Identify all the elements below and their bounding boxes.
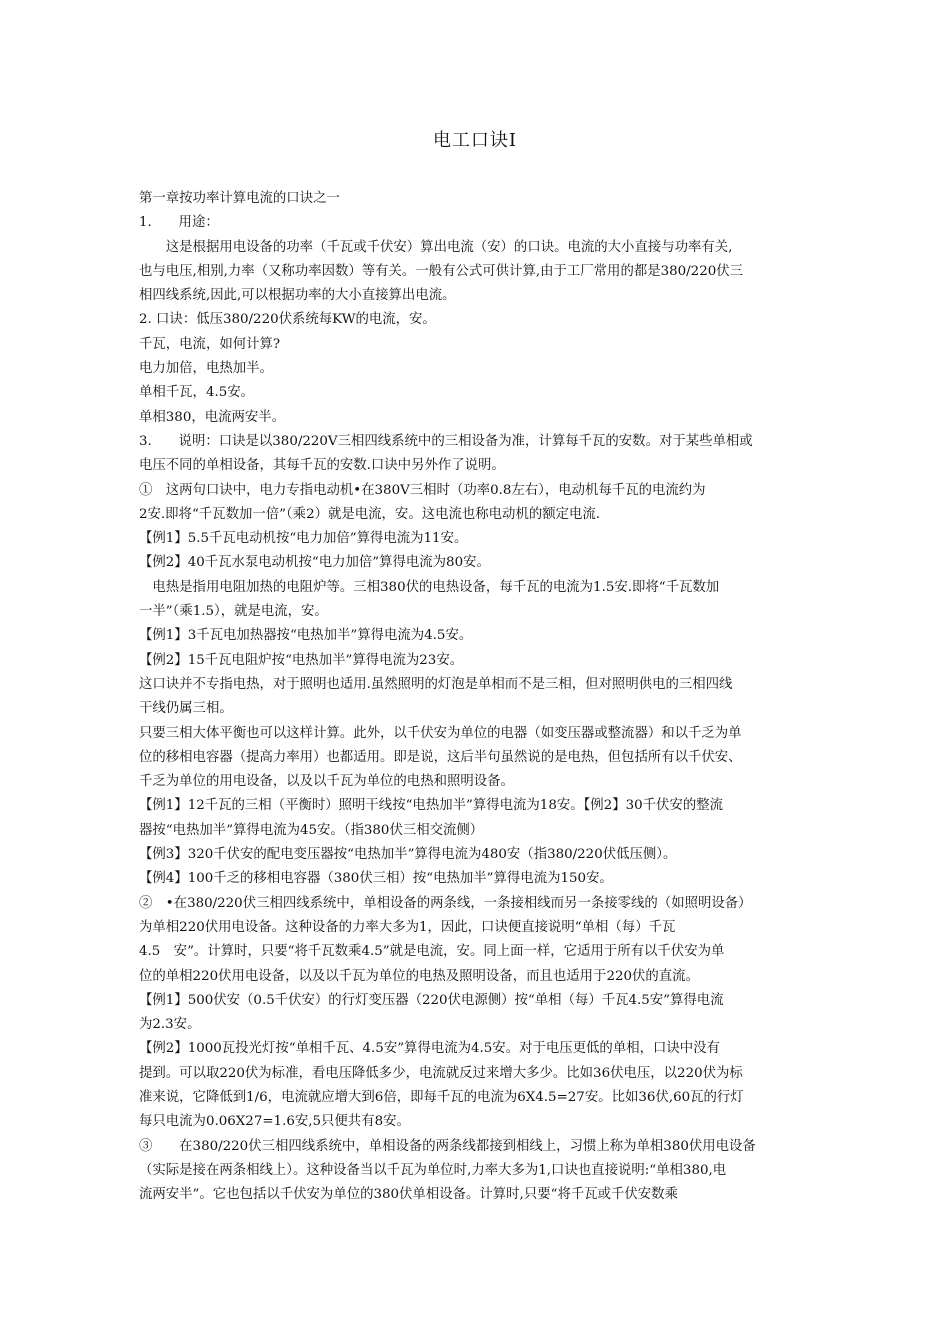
text-line: 2安.即将“千瓦数加一倍”（乘2）就是电流，安。这电流也称电动机的额定电流. xyxy=(139,506,601,522)
text-line: 【例1】500伏安（0.5千伏安）的行灯变压器（220伏电源侧）按“单相（每）千瓦4.5安”算得电流 xyxy=(139,992,724,1008)
text-line: 千瓦，电流，如何计算? xyxy=(139,336,281,352)
text-line: 【例1】12千瓦的三相（平衡时）照明干线按“电热加半”算得电流为18安。【例2】30千伏安的整流 xyxy=(139,798,723,814)
text-line: 电力加倍，电热加半。 xyxy=(139,361,273,377)
text-line: 4.5 安”。计算时，只要“将千瓦数乘4.5”就是电流，安。同上面一样，它适用于所有以千伏安为单 xyxy=(139,944,725,960)
text-line: 1. 用途： xyxy=(139,215,219,231)
text-line: 也与电压,相别,力率（又称功率因数）等有关。一般有公式可供计算,由于工厂常用的都是380/220伏三 xyxy=(139,263,744,279)
text-line: 【例3】320千伏安的配电变压器按“电热加半”算得电流为480安（指380/220伏低压侧）。 xyxy=(139,847,677,863)
text-line: 这口诀并不专指电热，对于照明也适用.虽然照明的灯泡是单相而不是三相，但对照明供电的三相四线 xyxy=(139,676,733,692)
text-line: 每只电流为0.06X27=1.6安,5只便共有8安。 xyxy=(139,1114,410,1130)
text-line: 【例4】100千乏的移相电容器（380伏三相）按“电热加半”算得电流为150安。 xyxy=(139,871,613,887)
document-title: 电工口诀Ⅰ xyxy=(432,130,518,151)
text-line: 流两安半”。它也包括以千伏安为单位的380伏单相设备。计算时,只要“将千瓦或千伏安数乘 xyxy=(139,1187,678,1203)
text-line: 【例2】40千瓦水泵电动机按“电力加倍”算得电流为80安。 xyxy=(139,555,490,571)
text-line: 为单相220伏用电设备。这种设备的力率大多为1，因此，口诀便直接说明“单相（每）千瓦 xyxy=(139,919,676,935)
text-line: 一半”（乘1.5），就是电流，安。 xyxy=(139,604,328,620)
text-line: ② •在380/220伏三相四线系统中，单相设备的两条线，一条接相线而另一条接零线的（如照明设备） xyxy=(139,895,752,911)
text-line: 千乏为单位的用电设备，以及以千瓦为单位的电热和照明设备。 xyxy=(139,774,514,790)
text-line: 单相千瓦，4.5安。 xyxy=(139,385,255,401)
text-line: 位的单相220伏用电设备，以及以千瓦为单位的电热及照明设备，而且也适用于220伏的直流。 xyxy=(139,968,699,984)
text-line: 器按“电热加半”算得电流为45安。（指380伏三相交流侧） xyxy=(139,822,484,838)
text-line: 3. 说明：口诀是以380/220V三相四线系统中的三相设备为准，计算每千瓦的安数。对于某些单相或 xyxy=(139,433,753,449)
text-line: 电热是指用电阻加热的电阻炉等。三相380伏的电热设备，每千瓦的电流为1.5安.即将“千瓦数加 xyxy=(139,579,720,595)
text-line: 【例1】5.5千瓦电动机按“电力加倍”算得电流为11安。 xyxy=(139,531,468,547)
document-body xyxy=(139,187,821,1207)
text-line: ③ 在380/220伏三相四线系统中，单相设备的两条线都接到相线上，习惯上称为单相380伏用电设备 xyxy=(139,1138,756,1154)
text-line: 电压不同的单相设备，其每千瓦的安数.口诀中另外作了说明。 xyxy=(139,458,505,474)
text-line: 第一章按功率计算电流的口诀之一 xyxy=(139,191,340,206)
text-line: 【例2】15千瓦电阻炉按“电热加半”算得电流为23安。 xyxy=(139,652,464,668)
text-line: 相四线系统,因此,可以根据功率的大小直接算出电流。 xyxy=(139,288,456,304)
text-line: 2. 口诀：低压380/220伏系统每KW的电流，安。 xyxy=(139,312,436,328)
text-line: （实际是接在两条相线上）。这种设备当以千瓦为单位时,力率大多为1,口诀也直接说明:“单相380,电 xyxy=(139,1162,727,1178)
text-line: 干线仍属三相。 xyxy=(139,701,233,717)
text-line: 这是根据用电设备的功率（千瓦或千伏安）算出电流（安）的口诀。电流的大小直接与功率有关, xyxy=(139,239,733,255)
text-line: 只要三相大体平衡也可以这样计算。此外，以千伏安为单位的电器（如变压器或整流器）和以千乏为单 xyxy=(139,725,742,741)
text-line: ① 这两句口诀中，电力专指电动机•在380V三相时（功率0.8左右），电动机每千瓦的电流约为 xyxy=(139,482,706,498)
text-line: 提到。可以取220伏为标准，看电压降低多少，电流就反过来增大多少。比如36伏电压，以220伏为标 xyxy=(139,1065,743,1081)
text-line: 【例1】3千瓦电加热器按“电热加半”算得电流为4.5安。 xyxy=(139,628,473,644)
text-line: 单相380，电流两安半。 xyxy=(139,409,286,425)
text-line: 准来说，它降低到1/6，电流就应增大到6倍，即每千瓦的电流为6X4.5=27安。比如36伏,60瓦的行灯 xyxy=(139,1089,744,1105)
text-line: 为2.3安。 xyxy=(139,1017,201,1033)
text-line: 位的移相电容器（提高力率用）也都适用。即是说，这后半句虽然说的是电热，但包括所有以千伏安、 xyxy=(139,749,742,765)
text-line: 【例2】1000瓦投光灯按“单相千瓦、4.5安”算得电流为4.5安。对于电压更低的单相，口诀中没有 xyxy=(139,1041,720,1057)
